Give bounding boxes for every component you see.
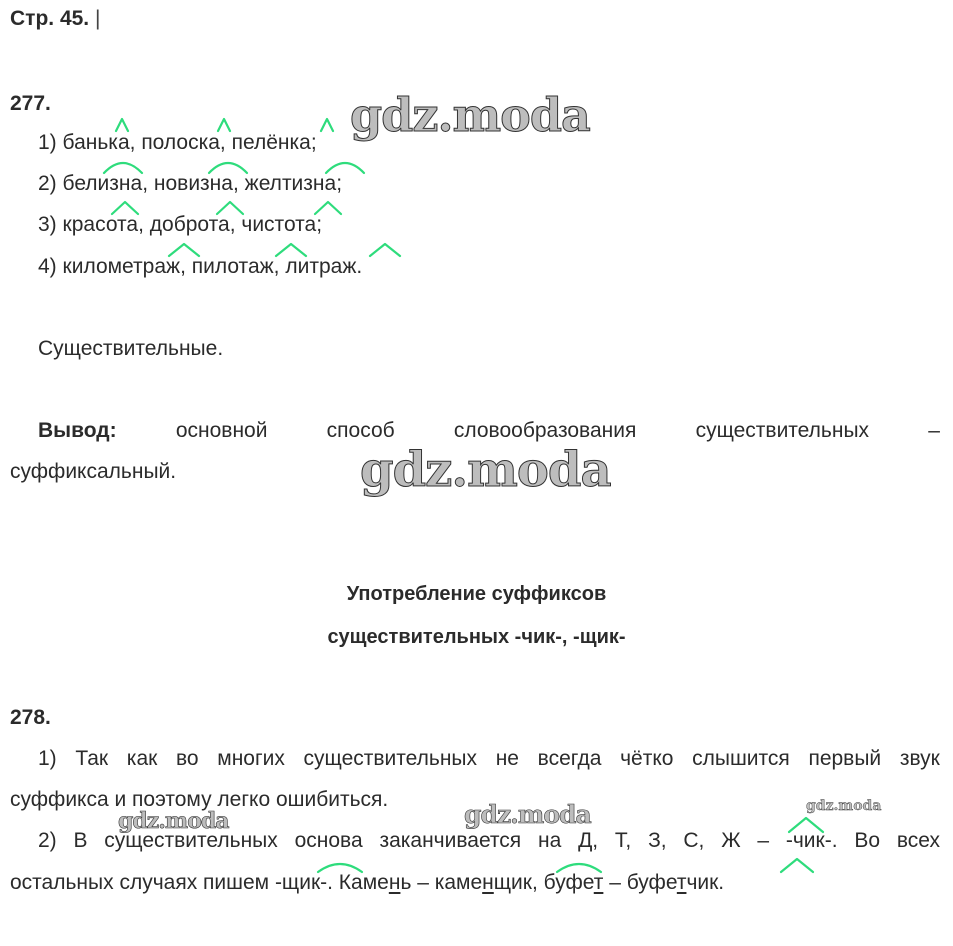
item-number: 3) (38, 213, 57, 236)
section-title-line-2: существительных -чик-, -щик- (327, 626, 626, 648)
punct: , (219, 131, 226, 154)
punct: ; (316, 213, 323, 236)
page-header-mark: | (94, 7, 101, 30)
ex277-line-4 (38, 254, 362, 280)
word: существительных (104, 829, 278, 852)
word: красота (62, 213, 139, 236)
word: – (757, 829, 770, 852)
punct: . (356, 255, 363, 278)
word: заканчивается (379, 829, 522, 852)
watermark-logo: gdz.moda (350, 88, 590, 142)
word: километраж (62, 255, 181, 278)
text-run: щик, буфе (493, 871, 594, 894)
word: на (537, 829, 562, 852)
word: первый (808, 747, 882, 770)
punct: , (229, 213, 236, 236)
page-number: Стр. 45. (10, 7, 90, 30)
word: полоска (141, 131, 220, 154)
ex278-paragraph-1-line-2: суффикса и поэтому легко ошибиться. (10, 788, 389, 811)
suffix-mark-3 (321, 119, 333, 131)
watermark-logo: gdz.moda (360, 442, 611, 498)
underlined-letter: н (482, 871, 494, 894)
watermark-logo: gdz.moda (806, 798, 882, 814)
word: звук (899, 747, 940, 770)
word: всегда (537, 747, 602, 770)
word: 2) (38, 829, 57, 852)
punct: , (232, 172, 239, 195)
text-run: чик. (686, 871, 725, 894)
punct: , (142, 172, 149, 195)
word: Д, (578, 829, 599, 852)
word: доброта (149, 213, 230, 236)
word: основа (294, 829, 363, 852)
punct: , (273, 255, 280, 278)
item-number: 1) (38, 131, 57, 154)
word: белизна (62, 172, 143, 195)
text-run: остальных случаях пишем -щик-. Каме (10, 871, 389, 894)
word: Во (854, 829, 881, 852)
ex278-paragraph-1-line-1 (38, 746, 940, 772)
ex277-line-3 (38, 212, 322, 238)
ex277-line-1 (38, 130, 317, 156)
word: В (73, 829, 88, 852)
word: существительных (695, 419, 870, 442)
word: -чик-. (785, 829, 838, 852)
punct: ; (310, 131, 317, 154)
item-number: 2) (38, 172, 57, 195)
text-run: ь – каме (400, 871, 483, 894)
punct: , (180, 255, 186, 278)
ex277-conclusion-line-2: суффиксальный. (10, 460, 177, 483)
exercise-277-number: 277. (10, 92, 51, 115)
word: не (495, 747, 519, 770)
word: способ (326, 419, 395, 442)
word: Так (75, 747, 109, 770)
underlined-letter: н (388, 871, 401, 894)
section-title-line-1: Употребление суффиксов (346, 583, 607, 605)
text-run: – буфе (603, 871, 677, 894)
word: – (928, 419, 940, 442)
punct: ; (336, 172, 343, 195)
word: чётко (620, 747, 674, 770)
item-number: 4) (38, 255, 57, 278)
ex277-conclusion-line-1 (38, 418, 940, 444)
punct: , (138, 213, 144, 236)
word: всех (896, 829, 940, 852)
page-header (10, 6, 100, 32)
word: 1) (38, 747, 57, 770)
watermark-logo: gdz.moda (464, 800, 591, 829)
word: чистота (241, 213, 317, 236)
word: пелёнка (231, 131, 311, 154)
word: литраж (285, 255, 357, 278)
underlined-letter: т (676, 871, 687, 894)
word: слышится (692, 747, 790, 770)
word: словообразования (453, 419, 637, 442)
word: банька (62, 131, 130, 154)
punct: , (129, 131, 136, 154)
conclusion-label: Вывод: (38, 419, 117, 442)
word: существительных (303, 747, 478, 770)
word: С, (683, 829, 705, 852)
word: многих (217, 747, 285, 770)
word: пилотаж (191, 255, 274, 278)
word: новизна (153, 172, 233, 195)
ex277-answer: Существительные. (38, 337, 224, 360)
word: З, (648, 829, 667, 852)
watermark-logo: gdz.moda (118, 808, 229, 834)
underlined-letter: т (593, 871, 604, 894)
word: Т, (614, 829, 632, 852)
word: как (126, 747, 158, 770)
word: во (175, 747, 199, 770)
exercise-278-number: 278. (10, 706, 51, 729)
ex277-line-2 (38, 171, 342, 197)
word: желтизна (244, 172, 337, 195)
suffix-mark-16 (781, 859, 813, 872)
word: основной (175, 419, 268, 442)
suffix-mark-12 (370, 244, 400, 256)
ex278-paragraph-2-line-2 (10, 870, 724, 896)
word: Ж (721, 829, 741, 852)
